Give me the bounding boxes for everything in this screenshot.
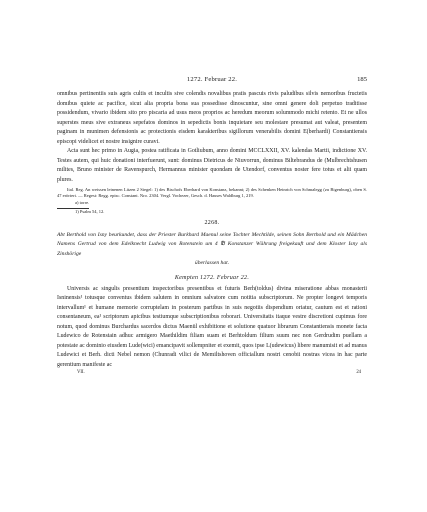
running-title: 1272. Februar 22.: [186, 76, 238, 83]
volume-mark: VII.: [77, 370, 85, 376]
page-header: [57, 76, 367, 90]
body-paragraph-3: Universis ac singulis presentium inspectoribus presentibus et futuris Berh(toldus) divina miseratione abbas monasterii Isninensis¹ totusque conventus ibidem salutem in omnium salvatore cum notitia subscriptorum. Ne propter longevi temporis intervallum¹ et humane memorie corruptelam in posterum partibus in suis negotiis dispendium oriatur, cautum est et rationi consentaneum, ea¹ scriptorum apicibus testiumque subscriptionibus roborari. Universitatis itaque vestre discretioni cupimus fore notum, quod dominus Burchardus sacerdos dictus Maenül exhibitione et solutione quatuor librarum Constantiensis monete facta Ludewico de Rotenstain adhuc armigero Maethildim filiam suam et Berhtoldum filium suum nec non Gerdrudim puellam a potestate ac dominio eiusdem Lude(wici) emancipavit sollempniter et exemit, quos ipse L(udewicus) libere manumisit et ad manus Ludewici et Berh. dicti Nebel nemon (Chunradi vilici de Memiltshoven officiallum nostri cenobii nostras vicea in hac parte gerentium manifeste ac: [57, 285, 367, 368]
footnote-a: a) torre.: [75, 199, 90, 205]
place-date-heading: Kempten 1272. Februar 22.: [174, 274, 250, 281]
page-number: 185: [357, 76, 367, 83]
document-abstract: Abt Berthold von Isny beurkundet, dass der Priester Burkhard Maenul seine Tochter Mechtilde, seinen Sohn Berthold und ein Mädchen Namens Gertrud von dem Edelknecht Ludwig von Rotenstein um 4 ℔ Konstanzer Währung freigekauft und dem Kloster Isny als Zinshörige: [57, 231, 367, 257]
document-number: 2268.: [204, 219, 220, 226]
body-paragraph-1: omnibus pertinentiis suis agris cultis et incultis sive colendis novalibus pratis pascuis rivis paludibus silvis nemoribus fructetis domibus quiete ac pacifice, sicut alia propria bona sua possedisse dinoscuntur, sine omni genere doli perpetuo traditisse possidendum, vivario ibidem sito pro piscaria ad usus meos proprios ac heredum meorum solummodo michi retento. Et ne ullos superstes meus sive extraneus sepefatos dominos in sepedictis bonis inquietare seu molestare presumat aut valeat, presentem paginam in munimen defensionis ac protectionis eisdem karakteribus sigillorum venerabilis domini E(berhardi) Constantiensis episcopi videlicet et nostre insignire curavi.: [57, 91, 367, 145]
signature-mark: 24: [356, 370, 361, 376]
editorial-remarks: Ital. Reg. An weissen leinenen Litzen 2 Siegel: 1) des Bischofs Eberhard von Konstanz, bekannt; 2) des Schenken Heinrich von Schmalegg (zu Bigenburg), oben S. 47 erörtert. — Regest: Regg. episc. Constant. Nro. 2304. Vergl. Vochezer, Gesch. d. Hauses Waldburg 1, 219.: [57, 187, 367, 199]
footnote-1: 1) Psalm 54, 12.: [75, 209, 105, 215]
body-paragraph-2: Acta sunt hec primo in Augia, postea ratificata in Gotliubum, anno domini MCCLXXII, XV. kalendas Martii, indictione XV. Testes autem, qui huic donationi interfuerunt, sunt: dominus Dietricus de Niuvorrun, dominus Biltebrandus de (Mulbrechtshusen milites, Bruno minister de Ravenspurch, Hermannus minister quondam de Utendorf, conventus noster fere totus et alii quam plures.: [57, 148, 367, 183]
document-abstract-end: überlassen hat.: [194, 260, 230, 267]
document-page: [57, 76, 367, 380]
page-footer: [57, 370, 367, 380]
